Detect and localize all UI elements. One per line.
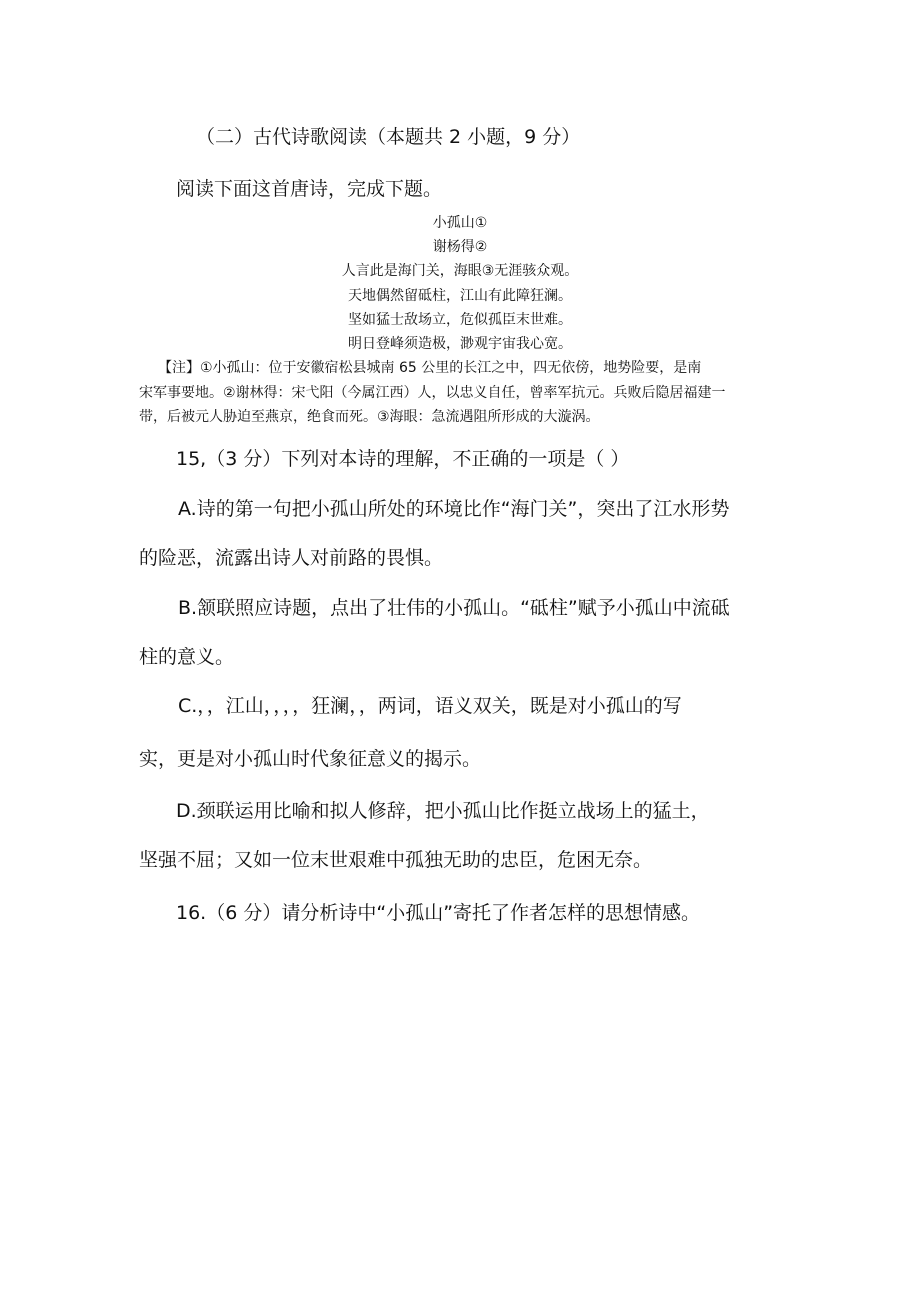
option-c-line: 实，更是对小孤山时代象征意义的揭示。 [139,748,482,770]
option-b-line: 柱的意义。 [139,646,235,668]
poem-line: 明日登峰须造极，渺观宇宙我心宽。 [348,336,572,352]
poem-title: 小孤山① [432,215,488,231]
reading-instruction: 阅读下面这首唐诗，完成下题。 [176,178,443,200]
option-d-line: D.颈联运用比喻和拟人修辞，把小孤山比作挺立战场上的猛土， [176,800,710,822]
option-b-line: B.颔联照应诗题，点出了壮伟的小孤山。“砥柱”赋予小孤山中流砥 [178,597,730,619]
question-15-stem: 15,（3 分）下列对本诗的理解，不正确的一项是（ ） [176,448,630,470]
option-a-line: A.诗的第一句把小孤山所处的环境比作“海门关”，突出了江水形势 [178,498,730,520]
question-16-stem: 16.（6 分）请分析诗中“小孤山”寄托了作者怎样的思想情感。 [176,902,701,924]
section-heading: （二）古代诗歌阅读（本题共 2 小题，9 分） [196,126,581,148]
poem-author: 谢杨得② [432,239,488,255]
note-line: 宋军事要地。②谢林得：宋弋阳（今属江西）人，以忠义自任，曾率军抗元。兵败后隐居福建一 [139,385,726,401]
poem-line: 天地偶然留砥柱，江山有此障狂澜。 [348,288,572,304]
poem-line: 坚如猛士敌场立，危似孤臣末世难。 [348,312,572,328]
option-c-line: C.，，江山，，，，狂澜，，两词，语义双关，既是对小孤山的写 [178,695,682,717]
poem-line: 人言此是海门关，海眼③无涯骇众观。 [341,263,579,279]
note-line: 【注】①小孤山：位于安徽宿松县城南 65 公里的长江之中，四无依傍，地势险要，是南 [158,360,702,376]
note-line: 带，后被元人胁迫至燕京，绝食而死。③海眼：急流遇阻所形成的大漩涡。 [139,409,600,425]
option-d-line: 坚强不屈；又如一位末世艰难中孤独无助的忠臣，危困无奈。 [139,849,653,871]
option-a-line: 的险恶，流露出诗人对前路的畏惧。 [139,547,444,569]
